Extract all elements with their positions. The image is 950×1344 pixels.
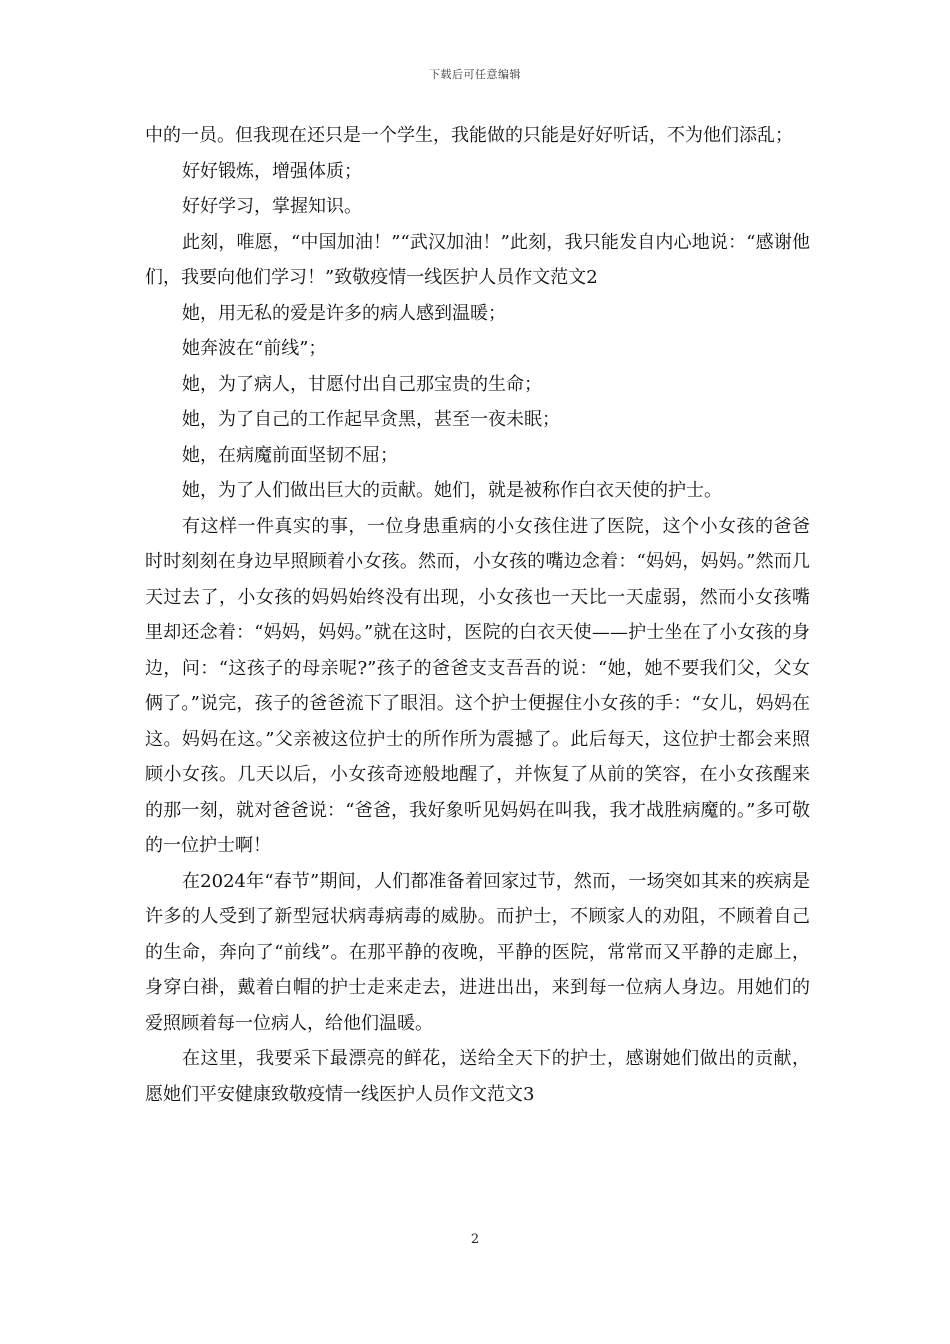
page-header: 下载后可任意编辑 [429, 68, 521, 81]
document-body [145, 118, 810, 1112]
paragraph: 中的一员。但我现在还只是一个学生，我能做的只能是好好听话，不为他们添乱； [145, 125, 793, 146]
paragraph: 她，为了人们做出巨大的贡献。她们，就是被称作白衣天使的护士。 [182, 480, 722, 501]
paragraph: 此刻，唯愿，“中国加油！”“武汉加油！”此刻，我只能发自内心地说：“感谢他们，我要向他们学习！”致敬疫情一线医护人员作文范文2 [145, 231, 810, 288]
paragraph: 她奔波在“前线”； [182, 338, 327, 359]
page-number: 2 [470, 1232, 480, 1247]
paragraph: 在2024年“春节”期间，人们都准备着回家过节，然而，一场突如其来的疾病是许多的人受到了新型冠状病毒病毒的威胁。而护士，不顾家人的劝阻，不顾着自己的生命，奔向了“前线”。在那平静的夜晚，平静的医院，常常而又平静的走廊上，身穿白褂，戴着白帽的护士走来走去，进进出出，来到每一位病人身边。用她们的爱照顾着每一位病人，给他们温暖。 [145, 870, 810, 1034]
paragraph: 她，为了病人，甘愿付出自己那宝贵的生命； [182, 373, 542, 395]
paragraph: 她，为了自己的工作起早贪黑，甚至一夜未眠； [182, 409, 560, 430]
paragraph: 在这里，我要采下最漂亮的鲜花，送给全天下的护士，感谢她们做出的贡献，愿她们平安健康致敬疫情一线医护人员作文范文3 [145, 1048, 810, 1105]
paragraph: 好好学习，掌握知识。 [182, 196, 362, 217]
paragraph: 有这样一件真实的事，一位身患重病的小女孩住进了医院，这个小女孩的爸爸时时刻刻在身边早照顾着小女孩。然而，小女孩的嘴边念着：“妈妈，妈妈。”然而几天过去了，小女孩的妈妈始终没有出现，小女孩也一天比一天虚弱，然而小女孩嘴里却还念着：“妈妈，妈妈。”就在这时，医院的白衣天使——护士坐在了小女孩的身边，问：“这孩子的母亲呢?”孩子的爸爸支支吾吾的说：“她，她不要我们父，父女俩了。”说完，孩子的爸爸流下了眼泪。这个护士便握住小女孩的手：“女儿，妈妈在这。妈妈在这。”父亲被这位护士的所作所为震撼了。此后每天，这位护士都会来照顾小女孩。几天以后，小女孩奇迹般地醒了，并恢复了从前的笑容，在小女孩醒来的那一刻，就对爸爸说：“爸爸，我好象听见妈妈在叫我，我才战胜病魔的。”多可敬的一位护士啊！ [145, 515, 810, 856]
paragraph: 她，用无私的爱是许多的病人感到温暖； [182, 302, 506, 324]
paragraph: 她，在病魔前面坚韧不屈； [182, 444, 398, 466]
paragraph: 好好锻炼，增强体质； [182, 160, 362, 182]
